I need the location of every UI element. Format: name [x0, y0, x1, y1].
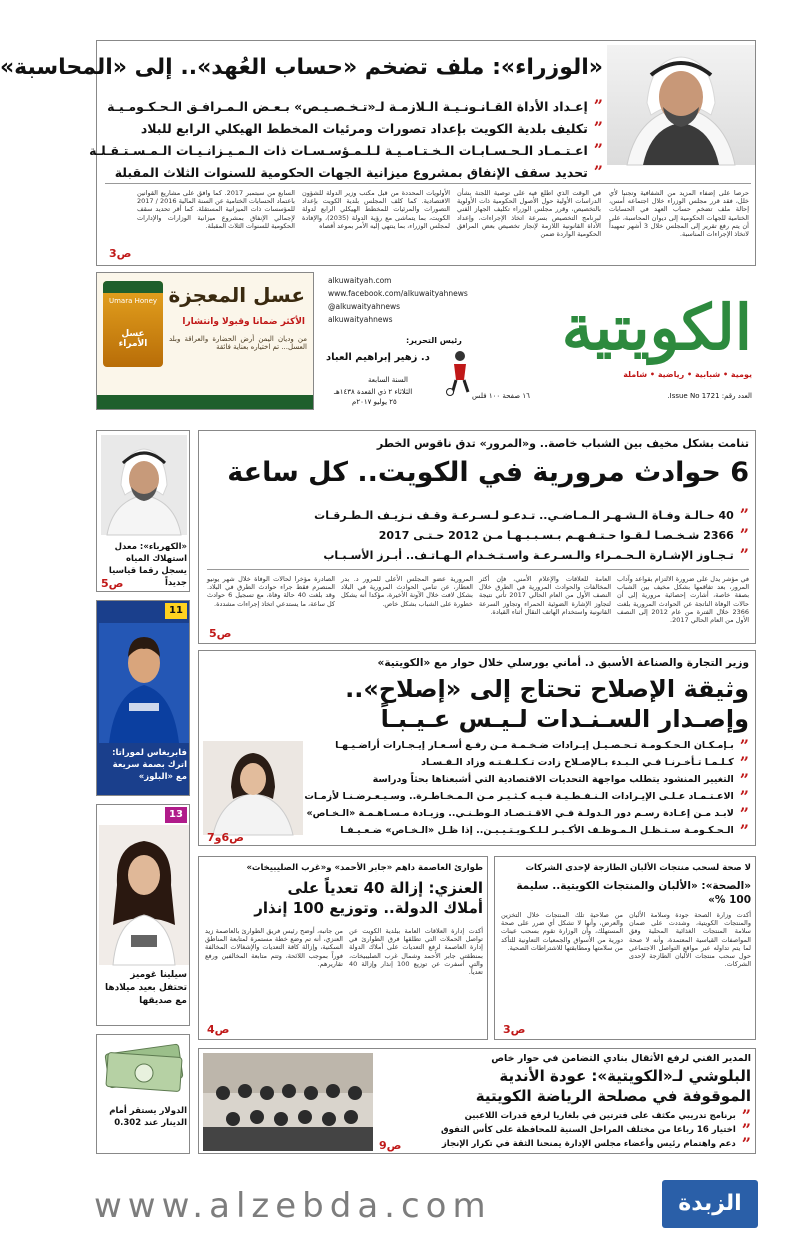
top-bullet: ” إعـداد الأداة القـانـونـيـة الـلازمـة لـ«تـخـصـيـص» بـعـض الـمـرافـق الـحـكـومـيـة — [107, 96, 603, 115]
traffic-story[interactable] — [198, 430, 756, 644]
honey-jar-label: Umara Honey — [108, 297, 158, 305]
municipal-headline-1[interactable]: العنزي: إزالة 40 تعدياً على — [287, 879, 483, 897]
sports-bullet: ” برنامج تدريبي مكثف على فترتين في بلغاريا لرفع قدرات اللاعبين — [464, 1106, 751, 1125]
page-ref[interactable]: ص3 — [109, 247, 132, 260]
top-bullet: ” تكليف بلدية الكويت بإعداد تصورات ومرئيات المخطط الهيكلي الرابع للبلاد — [140, 118, 603, 137]
page-ref[interactable]: ص5 — [209, 627, 232, 640]
traffic-kicker: تنامت بشكل مخيف بين الشباب خاصة.. و«المرور» تدق ناقوس الخطر — [376, 437, 749, 450]
top-story-col-1: حرصا على إضفاء المزيد من الشفافية وتجنبا لأي خلل، فقد قرر مجلس الوزراء خلال اجتماعه أمس، إحالة ملف تضخم حساب العهد في الحسابات الختامية للجهات الحكومية إلى ديوان المحاسبة، على أن يتم رفع تقرير إلى المجلس خلال 3 أشهر تمهيداً لاتخاذ الإجراءات المناسبة. — [609, 189, 749, 239]
health-kicker: لا صحة لسحب منتجات الألبان الطازجة لإحدى الشركات — [525, 863, 751, 873]
page-ref[interactable]: ص9 — [379, 1139, 402, 1152]
footballer-photo — [99, 623, 189, 743]
twitter-link[interactable]: @alkuwaityahnews — [328, 302, 400, 311]
interviewee-photo — [203, 741, 303, 835]
municipal-headline-2[interactable]: أملاك الدولة.. وتوزيع 100 إنذار — [254, 899, 483, 917]
interview-headline-1[interactable]: وثيقة الإصلاح تحتاج إلى «إصلاح».. — [345, 675, 749, 703]
sports-story[interactable] — [198, 1048, 756, 1154]
celebrity-photo — [99, 825, 189, 965]
health-story[interactable] — [494, 856, 756, 1040]
traffic-col-2: العامة للعلاقات والإعلام الأمني، فإن أكثر المخالفات والحوادث المرورية في الطرق خلال النصف الأول من العام الحالي 2017 تأتي نتيجة لتجاوز الإشارة الضوئية الحمراء وتجاوز السرعة القانونية واستخدام الهاتف النقال أثناء القيادة. — [479, 575, 611, 616]
chairman-name: د. زهير إبراهيم العباد — [326, 352, 430, 363]
celebrity-caption: سيلينا غوميز تحتفل بعيد ميلادها مع صديقها — [105, 970, 187, 1006]
traffic-bullet: ” 2366 شـخـصـا لـقـوا حـتـفـهـم بـسـبـبـهـا مـن 2012 حـتـى 2017 — [378, 525, 749, 544]
issue-number: العدد رقم: 1721 Issue No. — [667, 392, 752, 400]
sport-box[interactable] — [96, 600, 190, 796]
celebrity-box[interactable] — [96, 804, 190, 1026]
page-ref[interactable]: ص4 — [207, 1023, 230, 1036]
top-story-col-2: في الوقت الذي اطلع فيه على توصية اللجنة بشأن الدراسات الأولية حول الأصول الحكومية ذات الأولوية بالتخصيص، وقرر مجلس الوزراء تكليف الجهاز الفني لبرنامج التخصيص بسرعة اتخاذ الإجراءات، وإعداد الأداة القانونية اللازمة لإنجاز تخصيص بعض المرافق الحكومية الواردة ضمن — [457, 189, 601, 239]
facebook-link[interactable]: www.facebook.com/alkuwaityahnews — [328, 289, 468, 298]
soccer-player-icon — [446, 350, 472, 396]
sports-headline-2[interactable]: الموقوفة في مصلحة الرياضة الكويتية — [475, 1087, 751, 1105]
instagram-link[interactable]: alkuwaityahnews — [328, 315, 393, 324]
traffic-bullet: ” تـجـاوز الإشـارة الـحـمـراء والـسـرعـة واسـتـخـدام الـهـاتـف.. أبـرز الأسـبـاب — [323, 545, 749, 564]
health-col-2: من صلاحية تلك المنتجات خلال التخزين والعرض، وأنها لا تشكل أي ضرر على صحة المستهلك، وأن الوزارة تقوم بسحب عينات دورية من الأسواق والجمعيات التعاونية للتأكد من سلامتها ومطابقتها للاشتراطات الصحية. — [501, 911, 623, 952]
tagline: يومية • شبابية • رياضية • شاملة — [623, 370, 752, 379]
top-story-col-4: السابع من سبتمبر 2017. كما وافق على مشاريع القوانين باعتماد الحسابات الختامية عن السنة المالية 2016 / 2017 للمؤسسات ذات الميزانية المستقلة. كما أقر تحديد سقف لإجمالي الإنفاق بمشروع ميزانية الوزارات والإدارات الحكومية للسنوات الثلاث المقبلة. — [137, 189, 295, 230]
footer-brand: الزبدة — [678, 1191, 742, 1216]
interview-story[interactable] — [198, 650, 756, 846]
minister-photo — [607, 45, 755, 165]
sport-caption: فابريغاس لموراتا: اترك بصمة سريعة مع «البلوز» — [112, 748, 187, 782]
date-gregorian: ٢٥ يوليو ٢٠١٧م — [352, 398, 397, 406]
dollar-caption: الدولار يستقر أمام الدينار عند 0.302 — [109, 1106, 187, 1128]
traffic-col-4: الصادرة مؤخرا لحالات الوفاة خلال شهر يونيو المنصرم فقط جراء حوادث الطرق في البلاد. وقد بلغت 40 حالة وفاة، مع تسجيل 6 حوادث كل ساعة، ما يستدعي اتخاذ إجراءات مشددة. — [207, 575, 335, 608]
footer-brand-logo[interactable] — [662, 1180, 758, 1228]
traffic-bullet: ” 40 حـالـة وفـاة الـشـهـر الـمـاضـي.. تـدعـو لـسـرعـة وقـف نـزيـف الـطـرقـات — [314, 505, 749, 524]
chairman-label: رئيس التحرير: — [406, 336, 462, 345]
footer — [66, 1170, 786, 1234]
interview-kicker: وزير التجارة والصناعة الأسبق د. أماني بورسلي خلال حوار مع «الكويتية» — [377, 657, 749, 669]
interview-bullet: ” الـحـكـومـة سـتـظـل الـمـوظـف الأكـبـر لـلـكـويـتـيـيـن.. إذا ظـل «الـخـاص» ضـعـيـفـا — [340, 820, 749, 840]
honey-jar-label2: عسل الأمراء — [118, 329, 148, 349]
traffic-col-1: في مؤشر يدل على ضرورة الالتزام بقواعد وآداب المرور، بعد تفاقمها بشكل مخيف بين الشباب بصفة خاصة، أشارت إحصائية مرورية إلى أن حالات الوفاة الناتجة عن الحوادث المرورية بلغت 2366 خلال الفترة من عام 2012 إلى النصف الأول من العام الحالي 2017. — [617, 575, 749, 625]
sports-headline-1[interactable]: البلوشي لـ«الكويتية»: عودة الأندية — [499, 1067, 751, 1085]
interview-bullet: ” بـإمـكـان الـحـكـومـة تـحـصـيـل إيـرادات ضـخـمـة مـن رفـع أسـعـار إيـجـارات أراضـيـهـا — [335, 735, 749, 755]
top-bullet: ” تحديد سقف الإنفاق بمشروع ميزانية الجهات الحكومية للسنوات الثلاث المقبلة — [114, 162, 603, 181]
celebrity-page-badge[interactable]: 13 — [165, 807, 187, 823]
electricity-box[interactable] — [96, 430, 190, 592]
interview-bullet: ” لابـد مـن إعـادة رسـم دور الـدولـة فـي الاقـتـصـاد الـوطـنـي.. وزيـادة مـسـاهـمـة «الـخـاص» — [306, 803, 749, 823]
sport-page-badge[interactable]: 11 — [165, 603, 187, 619]
page-ref[interactable]: ص6و7 — [207, 831, 244, 844]
social-links — [328, 274, 478, 326]
traffic-col-3: المرورية عضو المجلس الأعلى للمرور د. بدر العطار، عن تنامي الحوادث المرورية في البلاد بشكل لافت خلال الآونة الأخيرة، مؤكدا أنه يشكل خطورة على الشباب بشكل خاص. — [341, 575, 473, 608]
municipal-col-1: أكدت إدارة العلاقات العامة ببلدية الكويت عن تواصل الحملات التي تطلقها فرق الطوارئ في إدارة العاصمة لرفع التعديات على أملاك الدولة بمنطقتي جابر الأحمد وشمال غرب الصليبيخات، والتي أسفرت عن توزيع 100 إنذار وإزالة 40 تعدياً. — [349, 927, 483, 977]
honey-body: من وديان اليمن أرض الحضارة والعراقة وبلد العسل... تم اختياره بعناية فائقة — [169, 335, 307, 352]
sports-kicker: المدير الفني لرفع الأثقال بنادي التضامن في حوار خاص — [491, 1053, 751, 1064]
top-bullet: ” اعـتـمـاد الـحـسـابـات الـخـتـامـيـة لـلـمـؤسـسـات ذات الـمـيـزانـيـات الـمـسـتـقـلـة — [89, 140, 603, 159]
dollar-box[interactable] — [96, 1034, 190, 1154]
interview-bullet: ” التغيير المنشود يتطلب مواجهة التحديات الاقتصادية التي أشبعناها بحثاً ودراسة — [372, 769, 749, 789]
year: السنة السابعة — [368, 376, 408, 384]
newspaper-logo[interactable]: الكويتية — [561, 291, 752, 364]
interview-bullet: ” كـلـمـا تـأخـرنـا فـي الـبـدء بـالإصـلاح زادت تـكـلـفـتـه وزاد الـفـسـاد — [421, 752, 749, 772]
masthead — [96, 272, 756, 414]
page-ref[interactable]: ص3 — [503, 1023, 526, 1036]
municipal-col-2: من جانبه، أوضح رئيس فريق الطوارئ بالعاصمة زيد العنزي، أنه تم وضع خطة مستمرة لمتابعة المناطق السكنية، وإزالة كافة التعديات والإشغالات المخالفة فوراً بموجب اللائحة، وتتم متابعة المخالفين ورفع تقاريرهم. — [205, 927, 343, 968]
top-story-col-3: الأولويات المحددة من قبل مكتب وزير الدولة للشؤون الاقتصادية. كما كلف المجلس بلدية الكويت بإعداد التصورات والمرئيات للمخطط الهيكلي الرابع لدولة الكويت، بما يتماشى مع رؤية الدولة (2035)، والإفادة لمجلس الوزراء، بما ينتهي إليه الأمر بموعد أقصاه — [302, 189, 450, 230]
traffic-headline[interactable]: 6 حوادث مرورية في الكويت.. كل ساعة — [227, 457, 749, 488]
municipal-story[interactable] — [198, 856, 488, 1040]
weightlifting-team-photo — [203, 1053, 373, 1151]
page-ref[interactable]: ص5 — [101, 577, 124, 590]
health-col-1: أكدت وزارة الصحة جودة وسلامة الألبان والمنتجات الكويتية، وشددت على ضمان سلامة المنتجات الغذائية المحلية وفق المواصفات القياسية المعتمدة، وأنه لا صحة لما يتم تداوله عبر مواقع التواصل الاجتماعي حول سحب منتجات الألبان الطازجة لإحدى الشركات. — [629, 911, 751, 969]
sports-bullet: ” دعم واهتمام رئيس وأعضاء مجلس الإدارة يمنحنا الثقة في تكرار الإنجاز — [441, 1134, 751, 1153]
electricity-caption: «الكهرباء»: معدل استهلاك المياه يسجل رقما قياسيا جديداً — [108, 542, 187, 588]
official-photo — [101, 435, 187, 535]
date: الثلاثاء ٢ ذي القعدة ١٤٣٨هـ — [334, 388, 413, 396]
footer-url[interactable]: www.alzebda.com — [94, 1186, 492, 1226]
dollar-bills-icon — [101, 1039, 187, 1099]
honey-brand: عسل المعجزة — [168, 283, 305, 307]
sports-bullet: ” اختيار 16 رباعا من مختلف المراحل السنية للمحافظة على كأس التفوق — [441, 1120, 751, 1139]
top-story-headline[interactable]: «الوزراء»: ملف تضخم «حساب العُهد».. إلى «المحاسبة» — [0, 55, 603, 80]
interview-headline-2[interactable]: وإصـدار السـنـدات لـيـس عـيـبـاً — [380, 705, 749, 733]
interview-bullet: ” الاعـتـمـاد عـلـى الإيـرادات الـنـفـطـيـة فـيـه كـثـيـر مـن الـمـخـاطـرة.. وسـيـعـرضـنـا لأزمـات — [304, 786, 749, 806]
health-headline[interactable]: «الصحة»: «الألبان والمنتجات الكويتية.. سليمة 100 %» — [516, 880, 751, 906]
municipal-kicker: طوارئ العاصمة داهم «جابر الأحمد» و«غرب الصليبيخات» — [246, 863, 483, 873]
website-link[interactable]: alkuwaityah.com — [328, 276, 392, 285]
pages-price: ١٦ صفحة ١٠٠ فلس — [472, 392, 530, 400]
top-story[interactable] — [0, 40, 756, 266]
honey-slogan: الأكثر ضمانا وقبولا وانتشارا — [182, 317, 305, 327]
honey-ad[interactable] — [96, 272, 314, 410]
